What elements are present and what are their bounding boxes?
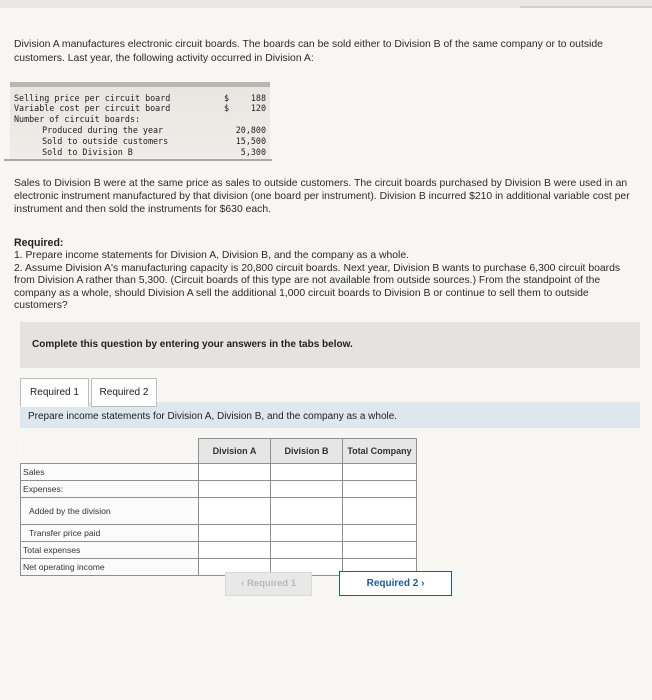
facts-value: 188 bbox=[250, 93, 266, 103]
facts-row bbox=[10, 147, 270, 158]
previous-tab-label: Required 1 bbox=[246, 578, 297, 589]
row-label-added-by-division: Added by the division bbox=[21, 498, 199, 525]
facts-top-rule bbox=[10, 82, 270, 87]
row-label-net-operating-income: Net operating income bbox=[21, 559, 199, 576]
row-label-transfer-price: Transfer price paid bbox=[21, 525, 199, 542]
row-label-total-expenses: Total expenses bbox=[21, 542, 199, 559]
facts-value: 20,800 bbox=[235, 125, 266, 135]
expenses-division-b-cell bbox=[271, 481, 343, 498]
facts-bottom-rule bbox=[4, 159, 272, 161]
header-total-company: Total Company bbox=[343, 439, 417, 464]
expenses-division-a-cell bbox=[199, 481, 271, 498]
top-bar-accent bbox=[520, 6, 652, 8]
facts-dollar: $ bbox=[224, 93, 230, 103]
expenses-total-cell bbox=[343, 481, 417, 498]
added-division-a-input[interactable] bbox=[199, 498, 271, 525]
scenario-paragraph: Sales to Division B were at the same price as sales to outside customers. The circuit boards purchased by Division B were used in an electronic instrument manufactured by that division (one board per instrument). Division B incurred $210 in additional variable cost per instrument and then sold the instruments for $630 each. bbox=[14, 178, 630, 215]
transfer-division-a-input[interactable] bbox=[199, 525, 271, 542]
facts-label: Sold to Division B bbox=[32, 147, 133, 157]
facts-row bbox=[10, 114, 270, 125]
prepare-instruction: Prepare income statements for Division A, Division B, and the company as a whole. bbox=[28, 411, 398, 422]
instructions-banner bbox=[20, 322, 640, 368]
required-item-1: 1. Prepare income statements for Division A, Division B, and the company as a whole. bbox=[14, 250, 410, 261]
facts-row bbox=[10, 103, 270, 114]
table-row bbox=[21, 481, 417, 498]
tab-required-1[interactable]: Required 1 bbox=[20, 378, 89, 407]
table-header-row bbox=[21, 439, 417, 464]
required-body bbox=[14, 250, 634, 313]
facts-dollar: $ bbox=[224, 103, 230, 113]
intro-text: Division A manufactures electronic circuit boards. The boards can be sold either to Division B of the same company or to outside customers. Last year, the following activity occurred in Division A: bbox=[14, 39, 603, 64]
header-division-a: Division A bbox=[199, 439, 271, 464]
facts-label: Variable cost per circuit board bbox=[14, 103, 171, 113]
total-expenses-division-b-input[interactable] bbox=[271, 542, 343, 559]
facts-row bbox=[10, 125, 270, 136]
facts-row bbox=[10, 136, 270, 147]
table-row bbox=[21, 525, 417, 542]
facts-value: 5,300 bbox=[240, 147, 266, 157]
previous-tab-button bbox=[225, 572, 312, 596]
facts-label: Number of circuit boards: bbox=[14, 114, 141, 124]
facts-table bbox=[10, 85, 270, 159]
added-total-input[interactable] bbox=[343, 498, 417, 525]
tab-required-2[interactable]: Required 2 bbox=[91, 378, 157, 407]
facts-label: Selling price per circuit board bbox=[14, 93, 171, 103]
facts-value: 15,500 bbox=[235, 136, 266, 146]
row-label-sales: Sales bbox=[21, 464, 199, 481]
sales-division-b-input[interactable] bbox=[271, 464, 343, 481]
total-expenses-total-input[interactable] bbox=[343, 542, 417, 559]
facts-label: Produced during the year bbox=[32, 125, 164, 135]
header-division-b: Division B bbox=[271, 439, 343, 464]
chevron-right-icon: › bbox=[421, 578, 425, 589]
row-label-expenses: Expenses: bbox=[21, 481, 199, 498]
table-row bbox=[21, 542, 417, 559]
next-tab-button[interactable] bbox=[339, 571, 452, 596]
table-row bbox=[21, 464, 417, 481]
transfer-division-b-input[interactable] bbox=[271, 525, 343, 542]
next-tab-label: Required 2 bbox=[366, 578, 419, 589]
income-statement-table bbox=[20, 438, 417, 576]
transfer-total-input[interactable] bbox=[343, 525, 417, 542]
chevron-left-icon: ‹ bbox=[240, 578, 245, 589]
sales-division-a-input[interactable] bbox=[199, 464, 271, 481]
sales-total-input[interactable] bbox=[343, 464, 417, 481]
header-blank bbox=[21, 439, 199, 464]
required-title: Required: bbox=[14, 237, 64, 249]
instructions-text: Complete this question by entering your answers in the tabs below. bbox=[32, 339, 353, 350]
required-item-2: 2. Assume Division A's manufacturing capacity is 20,800 circuit boards. Next year, Division B wants to purchase 6,300 circuit boards from Division A rather than 5,300. (Circuit boards of this type are not available from outside sources.) From the standpoint of the company as a whole, should Division A sell the additional 1,000 circuit boards to Division B or continue to sell them to outside customers? bbox=[14, 262, 621, 312]
facts-value: 120 bbox=[250, 103, 266, 113]
table-row bbox=[21, 498, 417, 525]
total-expenses-division-a-input[interactable] bbox=[199, 542, 271, 559]
facts-label: Sold to outside customers bbox=[32, 136, 169, 146]
added-division-b-input[interactable] bbox=[271, 498, 343, 525]
